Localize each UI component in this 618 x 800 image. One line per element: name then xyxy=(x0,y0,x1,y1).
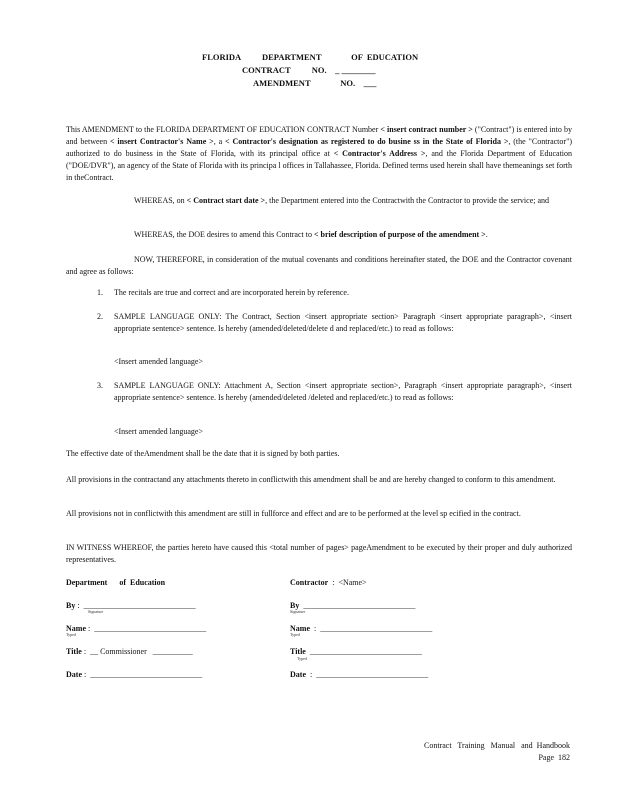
signature-blank[interactable]: : ____________________________ xyxy=(75,601,196,610)
whereas2-text-1: WHEREAS, the DOE desires to amend this Contract to xyxy=(134,230,314,239)
contractor-name-placeholder: < insert Contractor's Name > xyxy=(109,137,214,146)
date-blank[interactable]: : ____________________________ xyxy=(306,670,429,679)
contractor-heading: Contractor : <Name> xyxy=(290,578,367,587)
provisions-changed-paragraph: All provisions in the contractand any attachments thereto in conflictwith this amendment shall be and are hereby changed to conform to this amendment. xyxy=(66,475,556,484)
date-blank[interactable]: : ____________________________ xyxy=(82,670,203,679)
insert-amended-language: <Insert amended language> xyxy=(114,427,203,436)
title-value: : __ Commissioner __________ xyxy=(81,647,193,656)
item-number: 3. xyxy=(97,381,103,390)
signature-caption: Signature xyxy=(88,609,104,614)
intro-text-4: , (the "Contractor") authorized to do business in the State of Florida, with its principal office at xyxy=(66,137,572,158)
whereas1-text-1: WHEREAS, on xyxy=(134,196,187,205)
department-signature-line[interactable] xyxy=(66,600,196,612)
contractor-designation-placeholder: < Contractor's designation as registered to do busine ss in the State of Florida > xyxy=(225,137,509,146)
typed-caption: Typed xyxy=(290,632,300,637)
title-blank[interactable]: ____________________________ xyxy=(305,647,422,656)
intro-text-1: This AMENDMENT to the FLORIDA DEPARTMENT OF EDUCATION CONTRACT Number xyxy=(66,125,381,134)
footer-page-number: Page 182 xyxy=(538,753,570,762)
intro-text-3: , a xyxy=(213,137,226,146)
contractor-signature-line[interactable] xyxy=(290,600,415,612)
header-amendment-number: AMENDMENT NO. ___ xyxy=(253,78,377,88)
signature-caption: Signature xyxy=(290,609,306,614)
by-label: By xyxy=(290,601,300,610)
contractor-name-placeholder: : <Name> xyxy=(328,578,367,587)
whereas-paragraph-1 xyxy=(66,195,572,207)
name-blank[interactable]: : ____________________________ xyxy=(310,624,433,633)
whereas2-text-2: . xyxy=(485,230,488,239)
contractor-address-placeholder: < Contractor's Address > xyxy=(333,149,426,158)
intro-text-2: ("Contract") is entered into by and between xyxy=(66,125,572,146)
contract-start-date-placeholder: < Contract start date > xyxy=(186,196,266,205)
amendment-purpose-placeholder: < brief description of purpose of the amendment > xyxy=(313,230,486,239)
date-label: Date xyxy=(290,670,306,679)
effective-date-paragraph: The effective date of theAmendment shall be the date that it is signed by both parties. xyxy=(66,449,340,458)
contractor-title-line[interactable] xyxy=(290,646,422,658)
item-number: 2. xyxy=(97,312,103,321)
intro-paragraph xyxy=(66,124,572,184)
footer-manual-title: Contract Training Manual and Handbook xyxy=(424,741,570,750)
item-text: The recitals are true and correct and are incorporated herein by reference. xyxy=(114,288,349,297)
department-heading: Department of Education xyxy=(66,578,166,587)
department-name-line[interactable] xyxy=(66,623,206,635)
item-text: SAMPLE LANGUAGE ONLY: Attachment A, Section <insert appropriate section>, Paragraph <insert appropriate paragraph>, <insert appropriate sentence> sentence. Is hereby (amended/deleted /deleted and replaced/etc.) to read as follows: xyxy=(114,381,572,402)
item-number: 1. xyxy=(97,288,103,297)
header-department: FLORIDA DEPARTMENT OF EDUCATION xyxy=(202,52,419,62)
intro-text-5: , and the Florida Department of Education ("DOE/DVR"), an agency of the State of Florida with its principa l offices in Tallahassee, Florida. Defined terms used herein shall have themeanings set forth in theContract. xyxy=(66,149,573,182)
department-title-line[interactable] xyxy=(66,646,193,658)
contract-number-placeholder: < insert contract number > xyxy=(380,125,473,134)
provisions-in-force-paragraph: All provisions not in conflictwith this amendment are still in fullforce and effect and are to be performed at the level sp ecified in the contract. xyxy=(66,509,521,518)
title-label: Title xyxy=(290,647,306,656)
contractor-date-line[interactable] xyxy=(290,669,428,681)
by-label: By xyxy=(66,601,76,610)
name-label: Name xyxy=(66,624,86,633)
date-label: Date xyxy=(66,670,82,679)
item-text: SAMPLE LANGUAGE ONLY: The Contract, Section <insert appropriate section> Paragraph <insert appropriate paragraph>, <insert appropriate sentence> sentence. Is hereby (amended/deleted/delete d and replaced/etc.) to read as follows: xyxy=(114,312,572,333)
now-therefore-paragraph: NOW, THEREFORE, in consideration of the mutual covenants and conditions hereinafter stated, the DOE and the Contractor covenant and agree as follows: xyxy=(66,255,572,276)
name-blank[interactable]: : ____________________________ xyxy=(86,624,207,633)
list-item xyxy=(97,380,572,404)
whereas-paragraph-2 xyxy=(66,229,572,241)
contractor-name-line[interactable] xyxy=(290,623,432,635)
header-contract-number: CONTRACT NO. _ ________ xyxy=(242,65,376,75)
whereas1-text-2: , the Department entered into the Contractwith the Contractor to provide the service; and xyxy=(265,196,550,205)
typed-caption: Typed xyxy=(66,632,76,637)
title-label: Title xyxy=(66,647,82,656)
department-date-line[interactable] xyxy=(66,669,202,681)
typed-caption: Typed xyxy=(297,656,307,661)
insert-amended-language: <Insert amended language> xyxy=(114,357,203,366)
list-item xyxy=(97,311,572,335)
signature-blank[interactable]: ____________________________ xyxy=(299,601,416,610)
witness-paragraph: IN WITNESS WHEREOF, the parties hereto have caused this <total number of pages> pageAmendment to be executed by their proper and duly authorized representatives. xyxy=(66,543,572,564)
name-label: Name xyxy=(290,624,310,633)
list-item xyxy=(97,287,572,299)
